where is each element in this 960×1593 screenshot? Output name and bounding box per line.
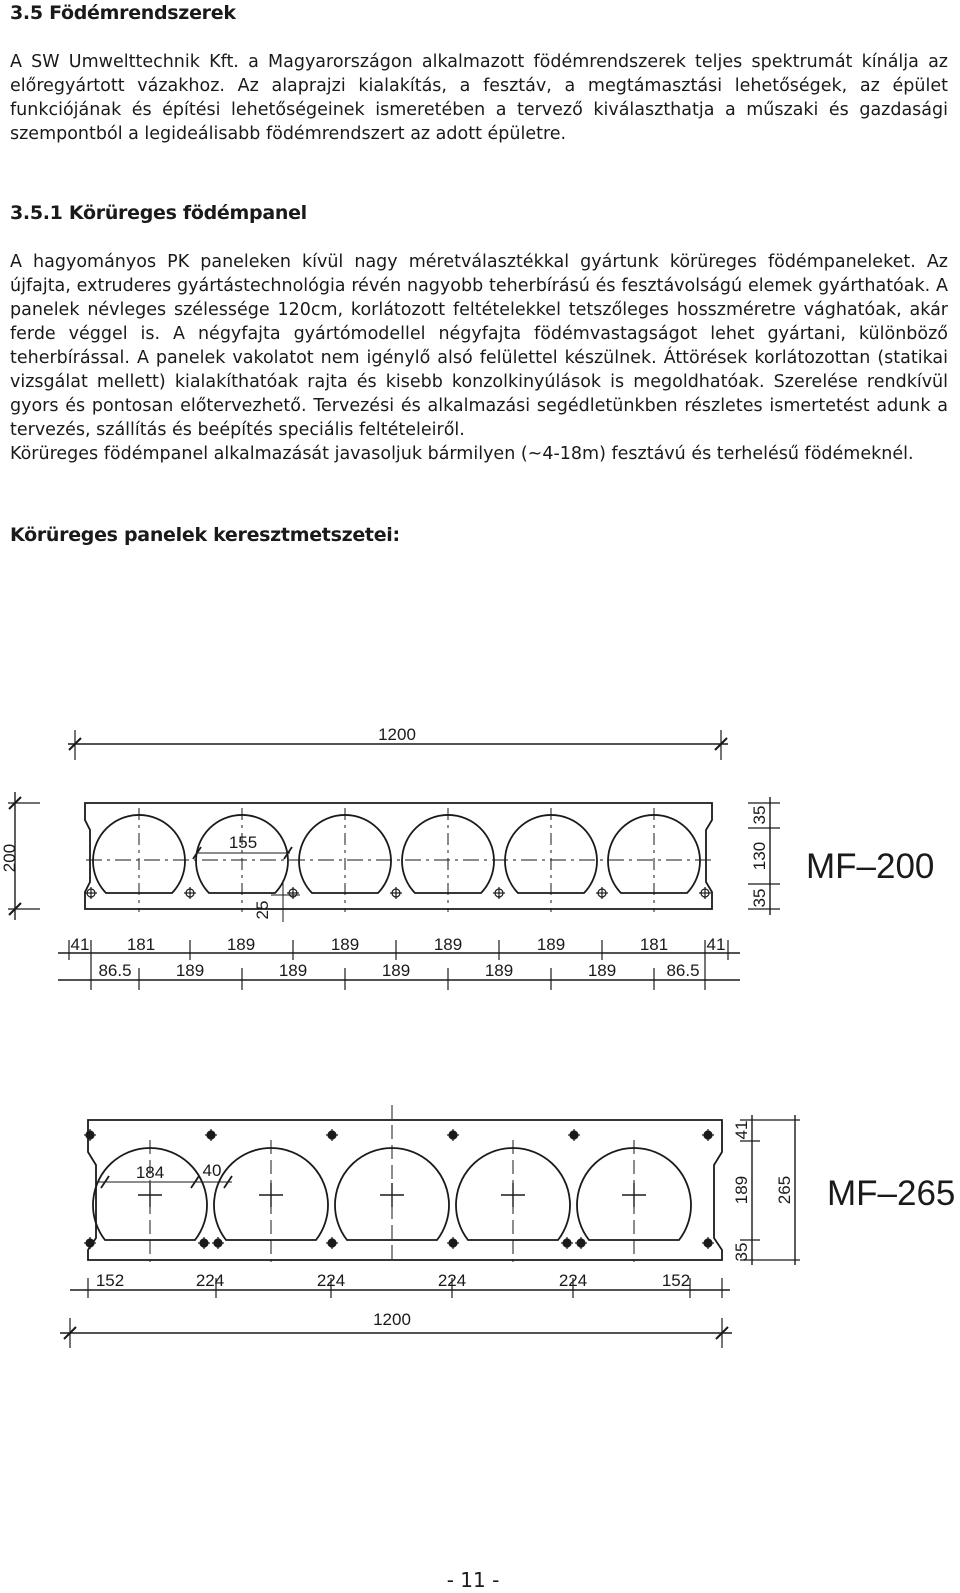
dim-label: 189 (484, 961, 514, 980)
mf265-right-bottom-label: 35 (732, 1242, 751, 1262)
dim-label: 152 (95, 1271, 125, 1290)
dim-label: 224 (316, 1271, 346, 1290)
mf200-right-top-label: 35 (750, 805, 769, 825)
dim-label: 189 (226, 935, 256, 954)
dim-label: 181 (126, 935, 156, 954)
mf200-dimension-row-1 (71, 935, 726, 954)
mf200-width-label: 1200 (378, 725, 416, 744)
dim-label: 86.5 (666, 961, 700, 980)
mf200-height-label: 200 (0, 843, 19, 873)
mf200-right-mid-label: 130 (750, 841, 769, 871)
dim-label: 189 (433, 935, 463, 954)
mf265-height-label: 265 (775, 1175, 794, 1205)
dim-label: 189 (278, 961, 308, 980)
dim-label: 41 (70, 935, 90, 954)
mf200-bottom-cover-label: 25 (253, 900, 272, 920)
intro-paragraph: A SW Umwelttechnik Kft. a Magyarországon alkalmazott födémrendszerek teljes spektrumát kínálja az előregyártott vázakhoz. Az alaprajzi kialakítás, a fesztáv, a megtámasztási lehetőségek, az épület funkciójának és építési lehetőségeinek ismeretében a tervező kiválaszthatja a műszaki és gazdasági szempontból a legideálisabb födémrendszert az adott épületre. (10, 52, 948, 144)
section-title: 3.5 Födémrendszerek (10, 2, 236, 24)
dim-label: 224 (437, 1271, 467, 1290)
dim-label: 224 (558, 1271, 588, 1290)
mf265-hole-diameter-label: 184 (135, 1163, 165, 1182)
dim-label: 189 (381, 961, 411, 980)
mf200-hole-diameter-label: 155 (228, 833, 258, 852)
body-paragraph: A hagyományos PK paneleken kívül nagy méretválasztékkal gyártunk körüreges födémpaneleket. Az újfajta, extruderes gyártástechnológia révén nagyobb teherbírású és fesztávolságú elemek gyárthatóak. A panelek névleges szélessége 120cm, korlátozott feltételekkel tetszőleges hosszméretre vághatóak, akár ferde véggel is. A négyfajta gyártómodellel négyfajta födémvastagságot lehet gyártani, különböző teherbírással. A panelek vakolatot nem igénylő alsó felülettel készülnek. Áttörések korlátozottan (statikai vizsgálat mellett) kialakíthatóak rajta és kisebb konzolkinyúlások is megoldhatóak. Szerelése rendkívül gyors és pontosan előtervezhető. Tervezési és alkalmazási segédletünkben részletes ismertetést adunk a tervezés, szállítás és beépítés speciális feltételeiről. (10, 252, 948, 440)
mf265-rib-label: 40 (202, 1161, 222, 1180)
mf265-width-label: 1200 (373, 1310, 411, 1329)
dim-label: 181 (639, 935, 669, 954)
mf265-drawing (60, 1105, 800, 1348)
page-number: - 11 - (446, 1568, 500, 1592)
dim-label: 152 (661, 1271, 691, 1290)
dim-label: 224 (195, 1271, 225, 1290)
subsection-title: 3.5.1 Körüreges födémpanel (10, 202, 307, 224)
mf265-tendons (84, 1129, 714, 1249)
dim-label: 189 (175, 961, 205, 980)
dim-label: 189 (536, 935, 566, 954)
mf265-dimension-row (96, 1271, 690, 1290)
dim-label: 189 (330, 935, 360, 954)
dim-label: 41 (706, 935, 726, 954)
mf200-dimension-row-2 (98, 961, 699, 980)
mf200-right-bottom-label: 35 (750, 888, 769, 908)
mf265-right-top-label: 41 (732, 1120, 751, 1140)
mf265-type-label: MF–265 (827, 1174, 956, 1213)
dim-label: 189 (587, 961, 617, 980)
dim-label: 86.5 (98, 961, 132, 980)
mf200-type-label: MF–200 (806, 847, 935, 886)
closing-paragraph: Körüreges födémpanel alkalmazását javasoljuk bármilyen (~4-18m) fesztávú és terhelésű födémeknél. (10, 444, 914, 464)
figures-heading: Körüreges panelek keresztmetszetei: (10, 524, 400, 546)
mf265-right-mid-label: 189 (732, 1175, 751, 1205)
